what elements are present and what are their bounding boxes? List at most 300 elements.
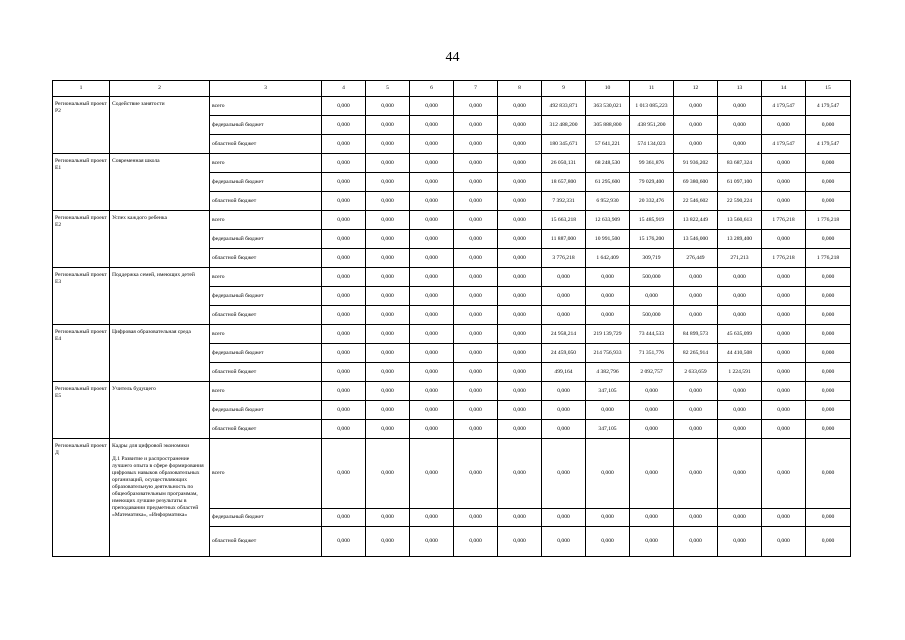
value-cell: 0,000 <box>322 116 366 135</box>
value-cell: 0,000 <box>542 439 586 509</box>
value-cell: 0,000 <box>762 306 806 325</box>
value-cell: 0,000 <box>542 401 586 420</box>
value-cell: 0,000 <box>498 509 542 527</box>
value-cell: 4 179,547 <box>762 135 806 154</box>
budget-table <box>52 80 851 557</box>
value-cell: 2 092,757 <box>630 363 674 382</box>
value-cell: 0,000 <box>806 420 851 439</box>
value-cell: 0,000 <box>322 287 366 306</box>
budget-category-cell: областной бюджет <box>210 306 322 325</box>
value-cell: 0,000 <box>630 420 674 439</box>
value-cell: 0,000 <box>762 527 806 557</box>
value-cell: 0,000 <box>718 97 762 116</box>
value-cell: 0,000 <box>674 401 718 420</box>
value-cell: 0,000 <box>498 344 542 363</box>
value-cell: 0,000 <box>498 154 542 173</box>
budget-category-cell: областной бюджет <box>210 249 322 268</box>
value-cell: 0,000 <box>366 382 410 401</box>
value-cell: 0,000 <box>322 249 366 268</box>
value-cell: 0,000 <box>586 306 630 325</box>
project-name-cell <box>110 325 210 382</box>
value-cell: 0,000 <box>762 382 806 401</box>
value-cell: 0,000 <box>410 135 454 154</box>
value-cell: 0,000 <box>806 230 851 249</box>
column-header: 13 <box>718 81 762 97</box>
column-header: 8 <box>498 81 542 97</box>
budget-category-cell: областной бюджет <box>210 135 322 154</box>
value-cell: 0,000 <box>366 154 410 173</box>
value-cell: 13 560,613 <box>718 211 762 230</box>
value-cell: 0,000 <box>630 382 674 401</box>
value-cell: 0,000 <box>806 401 851 420</box>
value-cell: 0,000 <box>410 509 454 527</box>
value-cell: 45 635,099 <box>718 325 762 344</box>
value-cell: 83 687,324 <box>718 154 762 173</box>
value-cell: 0,000 <box>322 344 366 363</box>
value-cell: 0,000 <box>806 527 851 557</box>
value-cell: 0,000 <box>674 97 718 116</box>
budget-category-cell: областной бюджет <box>210 192 322 211</box>
value-cell: 0,000 <box>410 211 454 230</box>
value-cell: 0,000 <box>366 268 410 287</box>
value-cell: 0,000 <box>674 509 718 527</box>
value-cell: 12 633,909 <box>586 211 630 230</box>
value-cell: 0,000 <box>806 382 851 401</box>
column-header: 12 <box>674 81 718 97</box>
value-cell: 0,000 <box>322 401 366 420</box>
value-cell: 0,000 <box>542 509 586 527</box>
value-cell: 0,000 <box>454 439 498 509</box>
value-cell: 500,000 <box>630 306 674 325</box>
value-cell: 0,000 <box>410 97 454 116</box>
value-cell: 0,000 <box>322 306 366 325</box>
value-cell: 0,000 <box>718 116 762 135</box>
value-cell: 347,105 <box>586 420 630 439</box>
value-cell: 0,000 <box>454 287 498 306</box>
value-cell: 305 888,800 <box>586 116 630 135</box>
value-cell: 0,000 <box>498 230 542 249</box>
value-cell: 0,000 <box>322 97 366 116</box>
value-cell: 0,000 <box>410 192 454 211</box>
value-cell: 0,000 <box>674 306 718 325</box>
value-cell: 0,000 <box>322 268 366 287</box>
value-cell: 0,000 <box>498 97 542 116</box>
budget-category-cell: федеральный бюджет <box>210 287 322 306</box>
table-row <box>53 268 851 287</box>
column-header: 10 <box>586 81 630 97</box>
value-cell: 0,000 <box>410 439 454 509</box>
value-cell: 6 952,930 <box>586 192 630 211</box>
value-cell: 0,000 <box>454 509 498 527</box>
value-cell: 82 265,914 <box>674 344 718 363</box>
value-cell: 0,000 <box>762 173 806 192</box>
value-cell: 0,000 <box>762 154 806 173</box>
value-cell: 0,000 <box>718 268 762 287</box>
value-cell: 0,000 <box>366 527 410 557</box>
budget-category-cell: всего <box>210 211 322 230</box>
project-name-cell <box>110 268 210 325</box>
value-cell: 219 139,729 <box>586 325 630 344</box>
value-cell: 1 776,218 <box>762 249 806 268</box>
value-cell: 91 936,202 <box>674 154 718 173</box>
column-header: 5 <box>366 81 410 97</box>
value-cell: 0,000 <box>630 509 674 527</box>
value-cell: 0,000 <box>630 439 674 509</box>
value-cell: 4 179,547 <box>806 97 851 116</box>
value-cell: 13 546,000 <box>674 230 718 249</box>
value-cell: 0,000 <box>366 325 410 344</box>
page-number: 44 <box>445 50 460 65</box>
value-cell: 0,000 <box>762 509 806 527</box>
budget-category-cell: федеральный бюджет <box>210 116 322 135</box>
value-cell: 0,000 <box>674 439 718 509</box>
value-cell: 13 822,449 <box>674 211 718 230</box>
value-cell: 22 590,224 <box>718 192 762 211</box>
value-cell: 26 050,131 <box>542 154 586 173</box>
value-cell: 0,000 <box>366 287 410 306</box>
column-header: 2 <box>110 81 210 97</box>
value-cell: 0,000 <box>454 116 498 135</box>
value-cell: 61 097,100 <box>718 173 762 192</box>
value-cell: 0,000 <box>806 363 851 382</box>
project-code-cell: Региональный проект Е2 <box>53 211 110 268</box>
value-cell: 438 951,200 <box>630 116 674 135</box>
value-cell: 0,000 <box>454 306 498 325</box>
value-cell: 10 991,500 <box>586 230 630 249</box>
value-cell: 0,000 <box>410 527 454 557</box>
value-cell: 4 179,547 <box>762 97 806 116</box>
project-code-cell: Региональный проект Е4 <box>53 325 110 382</box>
value-cell: 0,000 <box>586 268 630 287</box>
value-cell: 0,000 <box>718 135 762 154</box>
value-cell: 0,000 <box>410 363 454 382</box>
value-cell: 57 641,221 <box>586 135 630 154</box>
column-header: 11 <box>630 81 674 97</box>
value-cell: 1 224,591 <box>718 363 762 382</box>
value-cell: 0,000 <box>322 363 366 382</box>
project-code-cell: Региональный проект Е1 <box>53 154 110 211</box>
value-cell: 0,000 <box>498 382 542 401</box>
value-cell: 0,000 <box>322 325 366 344</box>
value-cell: 0,000 <box>410 287 454 306</box>
value-cell: 0,000 <box>454 97 498 116</box>
budget-category-cell: всего <box>210 439 322 509</box>
budget-category-cell: федеральный бюджет <box>210 509 322 527</box>
value-cell: 574 134,023 <box>630 135 674 154</box>
value-cell: 0,000 <box>674 287 718 306</box>
value-cell: 0,000 <box>674 268 718 287</box>
value-cell: 15 176,200 <box>630 230 674 249</box>
project-name-cell <box>110 154 210 211</box>
value-cell: 1 776,218 <box>762 211 806 230</box>
value-cell: 0,000 <box>718 306 762 325</box>
project-name: Учитель будущего <box>112 386 156 392</box>
value-cell: 24 459,050 <box>542 344 586 363</box>
value-cell: 0,000 <box>498 211 542 230</box>
value-cell: 0,000 <box>410 306 454 325</box>
value-cell: 0,000 <box>674 135 718 154</box>
value-cell: 0,000 <box>366 363 410 382</box>
value-cell: 0,000 <box>806 509 851 527</box>
value-cell: 0,000 <box>322 527 366 557</box>
value-cell: 3 776,218 <box>542 249 586 268</box>
table-row <box>53 325 851 344</box>
budget-category-cell: федеральный бюджет <box>210 230 322 249</box>
header-row <box>53 81 851 97</box>
value-cell: 271,213 <box>718 249 762 268</box>
value-cell: 2 633,659 <box>674 363 718 382</box>
value-cell: 0,000 <box>762 439 806 509</box>
project-name-cell <box>110 97 210 154</box>
project-code-cell: Региональный проект Е5 <box>53 382 110 439</box>
project-subtitle: Д.1 Развитие и распространение лучшего опыта в сфере формирования цифровых навыков образовательных организаций, осуществляющих образовательную деятельность по общеобразовательным программам, имеющих лучшие результаты в преподавании предметных областей «Математика», «Информатика» <box>112 455 204 518</box>
project-name-cell <box>110 211 210 268</box>
value-cell: 214 756,933 <box>586 344 630 363</box>
value-cell: 0,000 <box>542 420 586 439</box>
column-header: 4 <box>322 81 366 97</box>
budget-category-cell: всего <box>210 325 322 344</box>
value-cell: 0,000 <box>718 439 762 509</box>
value-cell: 0,000 <box>454 420 498 439</box>
column-header: 7 <box>454 81 498 97</box>
value-cell: 0,000 <box>806 344 851 363</box>
value-cell: 0,000 <box>542 268 586 287</box>
value-cell: 18 657,800 <box>542 173 586 192</box>
value-cell: 0,000 <box>674 527 718 557</box>
value-cell: 180 345,671 <box>542 135 586 154</box>
value-cell: 0,000 <box>454 230 498 249</box>
budget-category-cell: областной бюджет <box>210 363 322 382</box>
value-cell: 0,000 <box>454 325 498 344</box>
table-row <box>53 439 851 509</box>
value-cell: 0,000 <box>322 439 366 509</box>
budget-category-cell: федеральный бюджет <box>210 344 322 363</box>
value-cell: 0,000 <box>806 325 851 344</box>
value-cell: 0,000 <box>762 230 806 249</box>
project-name: Поддержка семей, имеющих детей <box>112 272 195 278</box>
budget-category-cell: всего <box>210 382 322 401</box>
project-code-cell: Региональный проект Д <box>53 439 110 557</box>
value-cell: 0,000 <box>718 382 762 401</box>
value-cell: 0,000 <box>806 268 851 287</box>
value-cell: 0,000 <box>410 116 454 135</box>
value-cell: 1 013 085,223 <box>630 97 674 116</box>
project-code-cell: Региональный проект Е3 <box>53 268 110 325</box>
value-cell: 0,000 <box>410 401 454 420</box>
column-header: 15 <box>806 81 851 97</box>
value-cell: 0,000 <box>762 192 806 211</box>
value-cell: 0,000 <box>410 268 454 287</box>
value-cell: 0,000 <box>454 211 498 230</box>
table-row <box>53 154 851 173</box>
value-cell: 1 642,409 <box>586 249 630 268</box>
value-cell: 0,000 <box>498 287 542 306</box>
budget-category-cell: всего <box>210 154 322 173</box>
table-row <box>53 97 851 116</box>
value-cell: 347,105 <box>586 382 630 401</box>
value-cell: 0,000 <box>366 97 410 116</box>
project-name: Кадры для цифровой экономики <box>112 443 190 449</box>
value-cell: 0,000 <box>542 287 586 306</box>
table-row <box>53 211 851 230</box>
value-cell: 0,000 <box>410 344 454 363</box>
column-header: 14 <box>762 81 806 97</box>
value-cell: 0,000 <box>630 527 674 557</box>
value-cell: 20 332,476 <box>630 192 674 211</box>
value-cell: 0,000 <box>498 249 542 268</box>
budget-category-cell: всего <box>210 97 322 116</box>
value-cell: 0,000 <box>410 382 454 401</box>
value-cell: 0,000 <box>410 154 454 173</box>
value-cell: 499,164 <box>542 363 586 382</box>
value-cell: 0,000 <box>454 363 498 382</box>
value-cell: 0,000 <box>322 382 366 401</box>
value-cell: 0,000 <box>674 382 718 401</box>
value-cell: 1 776,218 <box>806 211 851 230</box>
value-cell: 0,000 <box>806 306 851 325</box>
table-row <box>53 382 851 401</box>
project-name-cell <box>110 439 210 557</box>
value-cell: 0,000 <box>762 116 806 135</box>
value-cell: 0,000 <box>762 287 806 306</box>
value-cell: 0,000 <box>322 135 366 154</box>
value-cell: 0,000 <box>410 325 454 344</box>
value-cell: 0,000 <box>366 211 410 230</box>
value-cell: 0,000 <box>454 527 498 557</box>
value-cell: 0,000 <box>366 344 410 363</box>
project-name: Содействие занятости <box>112 101 165 107</box>
value-cell: 0,000 <box>586 527 630 557</box>
value-cell: 0,000 <box>498 420 542 439</box>
value-cell: 0,000 <box>718 420 762 439</box>
value-cell: 4 382,796 <box>586 363 630 382</box>
value-cell: 0,000 <box>542 527 586 557</box>
value-cell: 4 179,547 <box>806 135 851 154</box>
value-cell: 0,000 <box>454 382 498 401</box>
column-header: 6 <box>410 81 454 97</box>
value-cell: 0,000 <box>718 509 762 527</box>
value-cell: 0,000 <box>498 173 542 192</box>
value-cell: 0,000 <box>454 135 498 154</box>
value-cell: 0,000 <box>410 420 454 439</box>
value-cell: 0,000 <box>762 420 806 439</box>
value-cell: 0,000 <box>718 527 762 557</box>
value-cell: 0,000 <box>498 401 542 420</box>
value-cell: 15 485,919 <box>630 211 674 230</box>
value-cell: 0,000 <box>366 116 410 135</box>
value-cell: 1 776,218 <box>806 249 851 268</box>
value-cell: 0,000 <box>322 192 366 211</box>
value-cell: 0,000 <box>542 382 586 401</box>
value-cell: 0,000 <box>322 420 366 439</box>
value-cell: 0,000 <box>498 325 542 344</box>
value-cell: 0,000 <box>762 363 806 382</box>
value-cell: 0,000 <box>498 306 542 325</box>
value-cell: 0,000 <box>454 192 498 211</box>
value-cell: 0,000 <box>366 420 410 439</box>
value-cell: 79 029,400 <box>630 173 674 192</box>
column-header: 9 <box>542 81 586 97</box>
value-cell: 0,000 <box>322 230 366 249</box>
column-header: 1 <box>53 81 110 97</box>
value-cell: 0,000 <box>542 306 586 325</box>
value-cell: 0,000 <box>806 439 851 509</box>
budget-category-cell: федеральный бюджет <box>210 173 322 192</box>
value-cell: 0,000 <box>322 173 366 192</box>
value-cell: 500,000 <box>630 268 674 287</box>
value-cell: 13 289,400 <box>718 230 762 249</box>
project-name: Цифровая образовательная среда <box>112 329 191 335</box>
value-cell: 0,000 <box>454 268 498 287</box>
value-cell: 0,000 <box>322 154 366 173</box>
value-cell: 0,000 <box>586 287 630 306</box>
value-cell: 0,000 <box>410 249 454 268</box>
table-body <box>53 97 851 557</box>
value-cell: 24 958,214 <box>542 325 586 344</box>
value-cell: 0,000 <box>366 135 410 154</box>
value-cell: 0,000 <box>454 249 498 268</box>
value-cell: 312 488,200 <box>542 116 586 135</box>
value-cell: 0,000 <box>806 287 851 306</box>
value-cell: 0,000 <box>630 287 674 306</box>
value-cell: 15 663,218 <box>542 211 586 230</box>
value-cell: 0,000 <box>586 401 630 420</box>
value-cell: 0,000 <box>762 268 806 287</box>
value-cell: 0,000 <box>454 173 498 192</box>
value-cell: 68 248,530 <box>586 154 630 173</box>
value-cell: 0,000 <box>586 509 630 527</box>
value-cell: 0,000 <box>366 509 410 527</box>
value-cell: 0,000 <box>498 268 542 287</box>
value-cell: 0,000 <box>806 192 851 211</box>
value-cell: 0,000 <box>410 230 454 249</box>
budget-category-cell: федеральный бюджет <box>210 401 322 420</box>
project-name: Успех каждого ребенка <box>112 215 167 221</box>
value-cell: 0,000 <box>366 230 410 249</box>
value-cell: 0,000 <box>498 192 542 211</box>
value-cell: 0,000 <box>366 192 410 211</box>
value-cell: 0,000 <box>366 306 410 325</box>
project-code-cell: Региональный проект Р2 <box>53 97 110 154</box>
value-cell: 0,000 <box>762 401 806 420</box>
value-cell: 44 410,508 <box>718 344 762 363</box>
column-header: 3 <box>210 81 322 97</box>
value-cell: 0,000 <box>498 116 542 135</box>
value-cell: 0,000 <box>630 401 674 420</box>
budget-category-cell: всего <box>210 268 322 287</box>
value-cell: 0,000 <box>674 420 718 439</box>
value-cell: 309,719 <box>630 249 674 268</box>
project-name-cell <box>110 382 210 439</box>
value-cell: 61 295,600 <box>586 173 630 192</box>
value-cell: 0,000 <box>366 439 410 509</box>
value-cell: 99 361,876 <box>630 154 674 173</box>
value-cell: 0,000 <box>718 287 762 306</box>
value-cell: 0,000 <box>454 401 498 420</box>
value-cell: 0,000 <box>498 527 542 557</box>
value-cell: 71 351,776 <box>630 344 674 363</box>
value-cell: 0,000 <box>366 401 410 420</box>
project-name: Современная школа <box>112 158 160 164</box>
value-cell: 0,000 <box>454 344 498 363</box>
value-cell: 0,000 <box>806 154 851 173</box>
value-cell: 22 546,602 <box>674 192 718 211</box>
value-cell: 11 887,000 <box>542 230 586 249</box>
value-cell: 492 833,871 <box>542 97 586 116</box>
value-cell: 0,000 <box>806 116 851 135</box>
value-cell: 0,000 <box>762 325 806 344</box>
value-cell: 0,000 <box>718 401 762 420</box>
